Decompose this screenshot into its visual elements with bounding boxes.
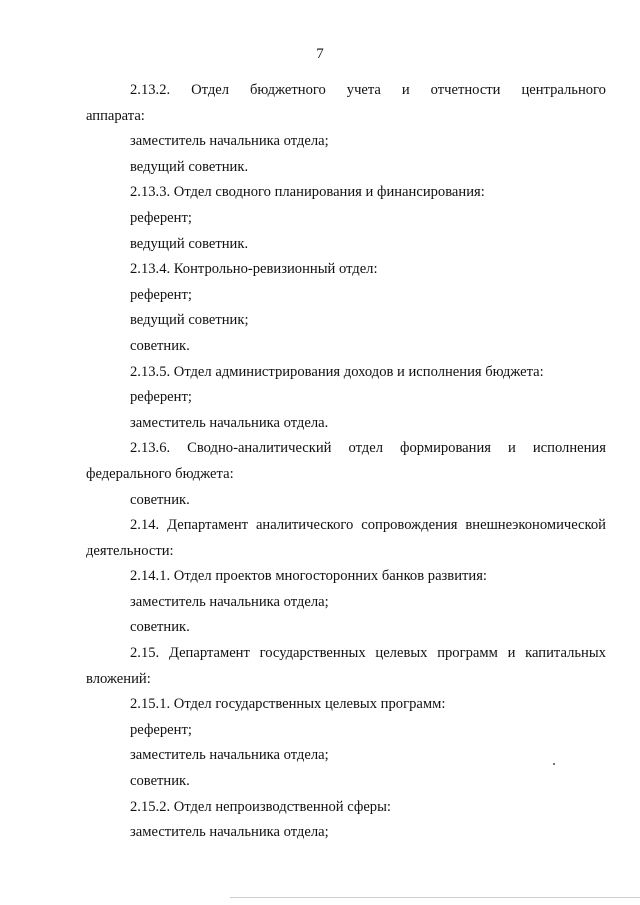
word: капитальных bbox=[525, 645, 606, 662]
page-number: 7 bbox=[316, 46, 324, 62]
paragraph-line: 2.15.1. Отдел государственных целевых программ: bbox=[130, 696, 446, 713]
paragraph-line: заместитель начальника отдела; bbox=[130, 824, 329, 841]
word: учета bbox=[346, 82, 381, 98]
paragraph-line-justified bbox=[86, 513, 606, 539]
word: 2.14. bbox=[130, 517, 160, 534]
paragraph-line: заместитель начальника отдела; bbox=[130, 593, 329, 610]
paragraph-line-justified bbox=[86, 641, 606, 667]
word: государственных bbox=[259, 645, 366, 662]
paragraph-line: советник. bbox=[130, 773, 190, 790]
paragraph-line: ведущий советник. bbox=[130, 235, 249, 252]
paragraph-line: референт; bbox=[130, 286, 192, 303]
paragraph-line: референт; bbox=[130, 389, 192, 406]
paragraph-line: заместитель начальника отдела; bbox=[130, 747, 329, 764]
word: 2.15. bbox=[130, 645, 160, 662]
paragraph-continuation-line: федерального бюджета: bbox=[86, 465, 234, 482]
word: программ bbox=[437, 645, 498, 662]
paragraph-continuation-line: деятельности: bbox=[86, 542, 174, 559]
word: 2.13.2. bbox=[130, 82, 171, 98]
paragraph-continuation-line: аппарата: bbox=[86, 107, 145, 124]
paragraph-line: референт; bbox=[130, 209, 192, 226]
paragraph-line: ведущий советник. bbox=[130, 158, 249, 175]
word: Департамент bbox=[167, 517, 249, 534]
word: и bbox=[508, 440, 516, 457]
word: Отдел bbox=[191, 82, 230, 98]
word: отчетности bbox=[430, 82, 501, 98]
paragraph-line: 2.13.4. Контрольно-ревизионный отдел: bbox=[130, 261, 378, 278]
word: 2.13.6. bbox=[130, 440, 171, 457]
paragraph-line: советник. bbox=[130, 337, 190, 354]
paragraph-line: референт; bbox=[130, 721, 192, 738]
document-body bbox=[86, 78, 606, 846]
paragraph-line-justified bbox=[86, 436, 606, 462]
paragraph-line: советник. bbox=[130, 491, 190, 508]
scan-edge-line bbox=[230, 897, 640, 898]
paragraph-line-justified bbox=[86, 78, 606, 104]
word: сопровождения bbox=[361, 517, 458, 534]
word: исполнения bbox=[532, 440, 606, 457]
word: и bbox=[507, 645, 516, 662]
paragraph-line: 2.13.3. Отдел сводного планирования и финансирования: bbox=[130, 184, 485, 201]
word: формирования bbox=[400, 440, 491, 457]
word: и bbox=[401, 82, 410, 98]
paragraph-line: 2.15.2. Отдел непроизводственной сферы: bbox=[130, 798, 391, 815]
word: внешнеэкономической bbox=[465, 517, 606, 534]
word: Департамент bbox=[168, 645, 250, 662]
word: центрального bbox=[521, 82, 606, 98]
paragraph-line: заместитель начальника отдела; bbox=[130, 133, 329, 150]
paragraph-line: ведущий советник; bbox=[130, 312, 249, 329]
word: отдел bbox=[348, 440, 383, 457]
word: аналитического bbox=[255, 517, 354, 534]
paragraph-line: советник. bbox=[130, 619, 190, 636]
word: бюджетного bbox=[250, 82, 326, 98]
paragraph-line: 2.14.1. Отдел проектов многосторонних банков развития: bbox=[130, 568, 487, 585]
paragraph-line: 2.13.5. Отдел администрирования доходов и исполнения бюджета: bbox=[130, 363, 544, 380]
word: целевых bbox=[375, 645, 428, 662]
word: Сводно-аналитический bbox=[187, 440, 332, 457]
scan-speck bbox=[553, 763, 555, 765]
paragraph-line: заместитель начальника отдела. bbox=[130, 414, 329, 431]
paragraph-continuation-line: вложений: bbox=[86, 670, 151, 687]
